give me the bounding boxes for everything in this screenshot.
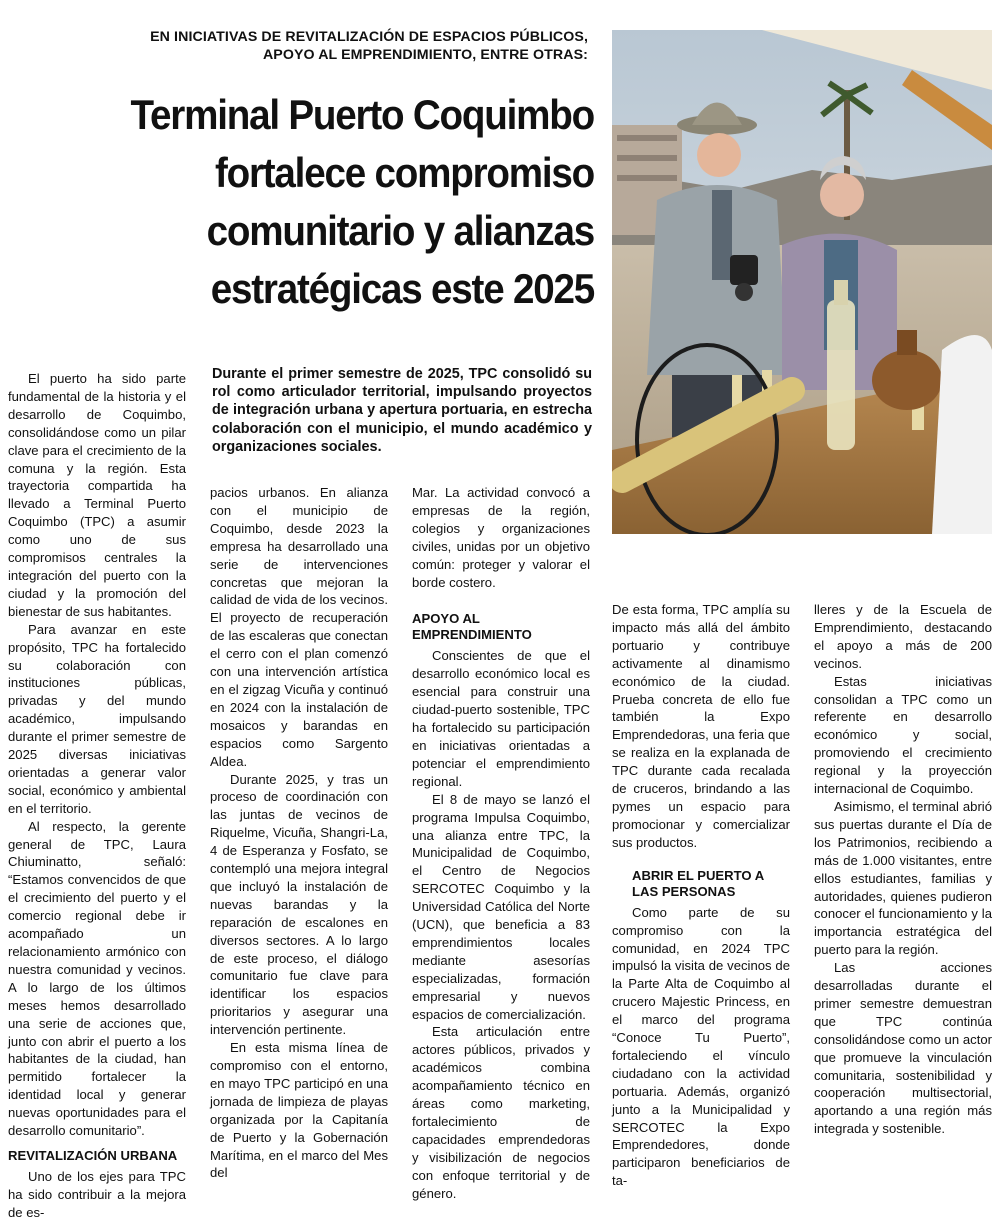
body-paragraph: Asimismo, el terminal abrió sus puertas durante el Día de los Patrimonios, recibiendo a más de 1.000 visitantes, entre ellos estudiantes, familias y autoridades, quienes pudieron conocer el funcionamiento y la importancia estratégica del puerto para la región.: [814, 798, 992, 958]
body-paragraph: El puerto ha sido parte fundamental de la historia y el desarrollo de Coquimbo, consolidándose como un pilar clave para el crecimiento de la comuna y la región. Esta trayectoria compartida ha llevado a Terminal Puerto Coquimbo (TPC) a asumir como uno de sus compromisos centrales la integración del puerto con la ciudad y la promoción del bienestar de sus habitantes.: [8, 371, 186, 619]
headline: Terminal Puerto Coquimbo fortalece compromiso comunitario y alianzas estratégicas este 2025: [130, 91, 595, 312]
body-paragraph: Uno de los ejes para TPC ha sido contribuir a la mejora de es-: [8, 1168, 186, 1220]
article-column-3: [412, 484, 590, 1203]
body-paragraph: Al respecto, la gerente general de TPC, Laura Chiuminatto, señaló: “Estamos convencidos de que el crecimiento del puerto y el comercio regional debe ir acompañado un relacionamiento armónico con nuestra comunidad y vecinos. A lo largo de los últimos meses hemos desarrollado una serie de acciones que, junto con abrir el puerto a los habitantes de la ciudad, han permitido fortalecer la identidad local y generar nuevas oportunidades para el desarrollo comunitario”.: [8, 818, 186, 1139]
article-column-2: [210, 484, 388, 1182]
body-paragraph: De esta forma, TPC amplía su impacto más allá del ámbito portuario y contribuye activamente al dinamismo económico de la ciudad. Prueba concreta de ello fue también la Expo Emprendedoras, una feria que se realiza en la explanada de TPC durante cada recalada de cruceros, brindando a las pymes un espacio para promocionar y comercializar sus productos.: [612, 602, 790, 850]
section-heading: APOYO AL EMPRENDIMIENTO: [412, 611, 532, 643]
article-column-1: [8, 370, 186, 1222]
body-paragraph: pacios urbanos. En alianza con el municipio de Coquimbo, desde 2023 la empresa ha desarrollado una serie de intervenciones concretas que mejoran la calidad de vida de los vecinos. El proyecto de recuperación de las escaleras que conectan el cerro con el plan comenzó con una intervención artística en el zigzag Vicuña y continuó en 2024 con la instalación de mosaicos y barandas en espacios como Sargento Aldea.: [210, 485, 388, 769]
article-column-4: [612, 601, 790, 1190]
body-paragraph: Conscientes de que el desarrollo económico local es esencial para construir una ciudad-puerto sostenible, TPC ha fortalecido su participación en iniciativas orientadas a potenciar el emprendimiento regional.: [412, 648, 590, 789]
body-paragraph: El 8 de mayo se lanzó el programa Impulsa Coquimbo, una alianza entre TPC, la Municipalidad de Coquimbo, el Centro de Negocios SERCOTEC Coquimbo y la Universidad Católica del Norte (UCN), que beneficia a 83 emprendimientos locales mediante asesorías especializadas, formación empresarial y nuevos espacios de comercialización.: [412, 791, 590, 1022]
body-paragraph: Mar. La actividad convocó a empresas de la región, colegios y organizaciones civiles, unidas por un objetivo común: proteger y valorar el borde costero.: [412, 485, 590, 590]
lead-paragraph: Durante el primer semestre de 2025, TPC consolidó su rol como articulador territorial, impulsando proyectos de integración urbana y apertura portuaria, en estrecha colaboración con el municipio, el mundo académico y organizaciones sociales.: [212, 366, 592, 455]
body-paragraph: Estas iniciativas consolidan a TPC como un referente en desarrollo económico y social, promoviendo el crecimiento regional y la proyección internacional de Coquimbo.: [814, 673, 992, 797]
body-paragraph: En esta misma línea de compromiso con el entorno, en mayo TPC participó en una jornada de limpieza de playas organizada por la Capitanía de Puerto y la Gobernación Marítima, en el marco del Mes del: [210, 1040, 388, 1181]
body-paragraph: Para avanzar en este propósito, TPC ha fortalecido su colaboración con instituciones públicas, privadas y del mundo académico, impulsando durante el primer semestre de 2025 diversas iniciativas orientadas a generar valor social, económico y ambiental en el territorio.: [8, 621, 186, 816]
article-column-5: [814, 601, 992, 1138]
body-paragraph: Las acciones desarrolladas durante el primer semestre demuestran que TPC continúa consolidándose como un actor que promueve la vinculación comunitaria, sostenibilidad y cooperación multisectorial, aportando a una región más integrada y sostenible.: [814, 960, 992, 1137]
kicker: EN INICIATIVAS DE REVITALIZACIÓN DE ESPACIOS PÚBLICOS, APOYO AL EMPRENDIMIENTO, ENTRE OTRAS:: [150, 29, 588, 63]
body-paragraph: Esta articulación entre actores públicos, privados y académicos combina acompañamiento técnico en áreas como marketing, fortalecimiento de capacidades emprendedoras y visibilización de negocios con enfoque territorial y de género.: [412, 1024, 590, 1201]
section-heading: ABRIR EL PUERTO A LAS PERSONAS: [632, 867, 764, 899]
body-paragraph: lleres y de la Escuela de Emprendimiento, destacando el apoyo a más de 200 vecinos.: [814, 602, 992, 671]
body-paragraph: Durante 2025, y tras un proceso de coordinación con las juntas de vecinos de Riquelme, Vicuña, Shangri-La, 4 de Esperanza y Fosfato, se contempló una mejora integral que incluyó la instalación de nuevas barandas y la reparación de escalones en diversos sectores. A lo largo de este proceso, el diálogo comunitario fue clave para identificar los espacios prioritarios y asegurar una intervención pertinente.: [210, 771, 388, 1038]
body-paragraph: Como parte de su compromiso con la comunidad, en 2024 TPC impulsó la visita de vecinos de la Parte Alta de Coquimbo al crucero Majestic Princess, en el marco del programa “Conoce Tu Puerto”, fortaleciendo el vínculo ciudadano con la actividad portuaria. Además, organizó junto a la Municipalidad y SERCOTEC la Expo Emprendedores, donde participaron beneficiarios de ta-: [612, 904, 790, 1189]
article-photo: [612, 30, 992, 534]
section-heading: REVITALIZACIÓN URBANA: [8, 1147, 178, 1163]
